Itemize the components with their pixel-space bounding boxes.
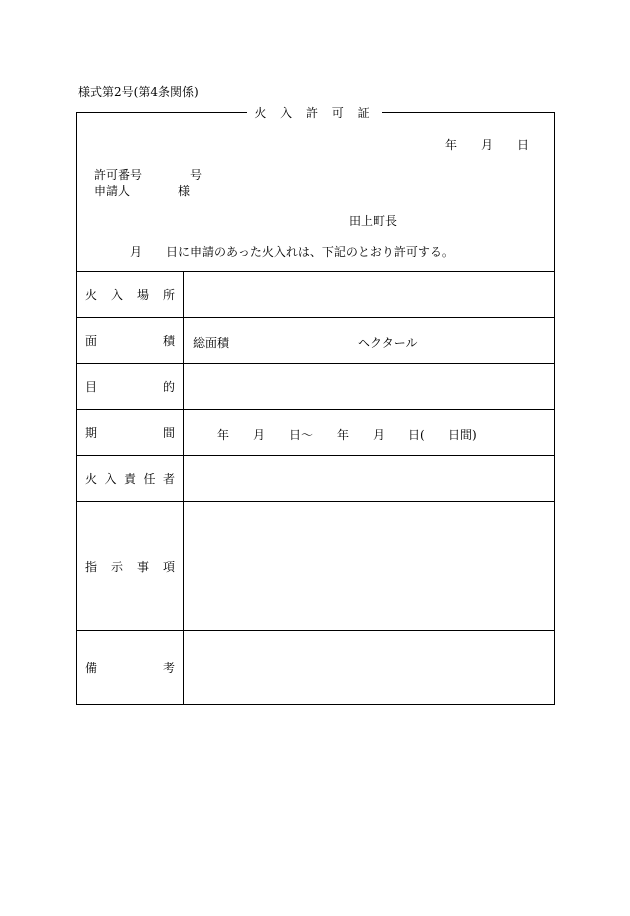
label-char: 火 [85, 288, 98, 302]
area-unit-hectare: ヘクタール [358, 336, 418, 350]
label-char: 所 [162, 288, 175, 302]
issue-date-day: 日 [517, 138, 530, 152]
permit-number-label: 許可番号 [94, 168, 143, 182]
statement-body: 日に申請のあった火入れは、下記のとおり許可する。 [166, 245, 454, 259]
label-char: 期 [85, 426, 98, 440]
label-char: 入 [104, 472, 117, 486]
label-char: 任 [143, 472, 156, 486]
issuer-name: 田上町長 [349, 214, 398, 228]
label-instructions [85, 502, 175, 630]
period-start-year: 年 [217, 428, 230, 442]
form-number-label: 様式第2号(第4条関係) [78, 85, 199, 99]
label-period [85, 410, 175, 455]
document-title: 火 入 許 可 証 [247, 106, 382, 120]
label-area [85, 318, 175, 363]
label-char: 事 [136, 559, 149, 574]
label-char: 考 [162, 661, 175, 675]
label-char: 積 [162, 334, 175, 348]
column-divider [183, 271, 184, 704]
label-burn-location [85, 272, 175, 317]
label-char: 目 [85, 380, 98, 394]
applicant-label: 申請人 [94, 184, 131, 198]
label-char: 火 [85, 472, 98, 486]
period-start-day: 日〜 [289, 428, 314, 442]
period-end-day: 日( [408, 428, 425, 442]
label-char: 責 [123, 472, 136, 486]
label-char: 間 [162, 426, 175, 440]
issue-date-month: 月 [481, 138, 494, 152]
period-end-year: 年 [337, 428, 350, 442]
statement-month: 月 [130, 245, 143, 259]
issue-date-year: 年 [445, 138, 458, 152]
permit-form-frame [76, 106, 555, 705]
period-start-month: 月 [253, 428, 266, 442]
label-char: 入 [110, 288, 123, 302]
label-char: 場 [136, 288, 149, 302]
label-char: 示 [110, 559, 123, 574]
period-end-month: 月 [373, 428, 386, 442]
label-purpose [85, 364, 175, 409]
applicant-honorific: 様 [178, 184, 191, 198]
period-days: 日間) [448, 428, 477, 442]
total-area-label: 総面積 [193, 336, 230, 350]
label-remarks [85, 631, 175, 704]
label-char: 者 [162, 472, 175, 486]
label-char: 的 [162, 380, 175, 394]
label-char: 指 [85, 559, 98, 574]
label-burn-supervisor [85, 456, 175, 501]
label-char: 項 [162, 559, 175, 574]
permit-number-suffix: 号 [190, 168, 203, 182]
label-char: 備 [85, 661, 98, 675]
label-char: 面 [85, 334, 98, 348]
